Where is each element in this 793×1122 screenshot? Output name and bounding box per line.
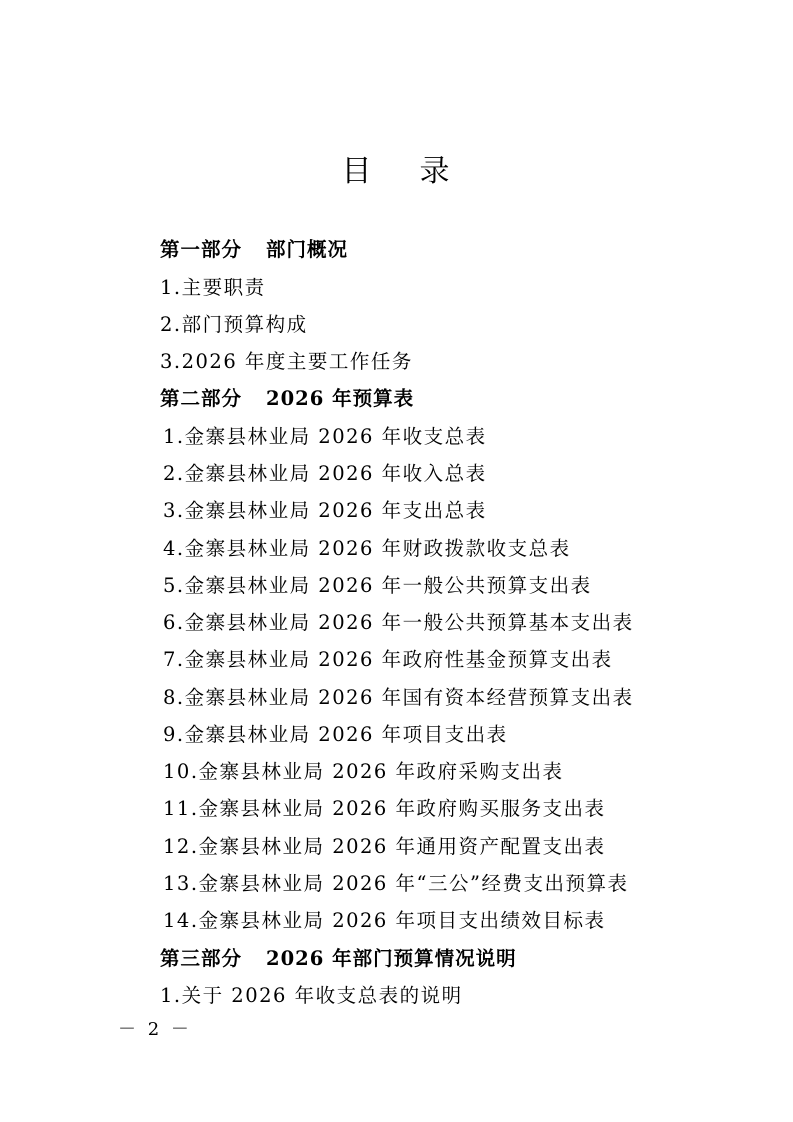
section-heading-part3 <box>160 946 517 972</box>
title-char-2: 录 <box>419 154 452 189</box>
section-heading-part1 <box>160 237 348 263</box>
toc-item: 11.金寨县林业局 2026 年政府购买服务支出表 <box>163 797 606 820</box>
title-char-1: 目 <box>341 154 374 189</box>
section-heading-part2 <box>160 386 414 412</box>
toc-item: 3.金寨县林业局 2026 年支出总表 <box>163 499 487 522</box>
toc-item: 2.金寨县林业局 2026 年收入总表 <box>163 462 487 485</box>
toc-item: 5.金寨县林业局 2026 年一般公共预算支出表 <box>163 574 592 597</box>
section-label: 第三部分 <box>160 947 243 970</box>
page-title <box>0 150 793 194</box>
section-label: 第一部分 <box>160 238 243 261</box>
toc-item: 1.主要职责 <box>160 276 266 299</box>
toc-item: 1.关于 2026 年收支总表的说明 <box>160 984 463 1007</box>
section-title: 2026 年预算表 <box>266 387 415 410</box>
toc-item: 2.部门预算构成 <box>160 313 308 336</box>
section-title: 2026 年部门预算情况说明 <box>266 947 517 970</box>
toc-item: 12.金寨县林业局 2026 年通用资产配置支出表 <box>163 835 606 858</box>
toc-item: 4.金寨县林业局 2026 年财政拨款收支总表 <box>163 537 571 560</box>
section-label: 第二部分 <box>160 387 243 410</box>
toc-item: 8.金寨县林业局 2026 年国有资本经营预算支出表 <box>163 686 634 709</box>
section-title: 部门概况 <box>266 238 349 261</box>
toc-item: 6.金寨县林业局 2026 年一般公共预算基本支出表 <box>163 611 634 634</box>
toc-item: 9.金寨县林业局 2026 年项目支出表 <box>163 723 508 746</box>
toc-item: 3.2026 年度主要工作任务 <box>160 350 413 373</box>
toc-item: 1.金寨县林业局 2026 年收支总表 <box>163 425 487 448</box>
toc-item: 14.金寨县林业局 2026 年项目支出绩效目标表 <box>163 909 606 932</box>
page-number: － 2 － <box>118 1019 192 1040</box>
toc-item: 13.金寨县林业局 2026 年“三公”经费支出预算表 <box>163 872 629 895</box>
toc-item: 7.金寨县林业局 2026 年政府性基金预算支出表 <box>163 648 613 671</box>
toc-item: 10.金寨县林业局 2026 年政府采购支出表 <box>163 760 564 783</box>
